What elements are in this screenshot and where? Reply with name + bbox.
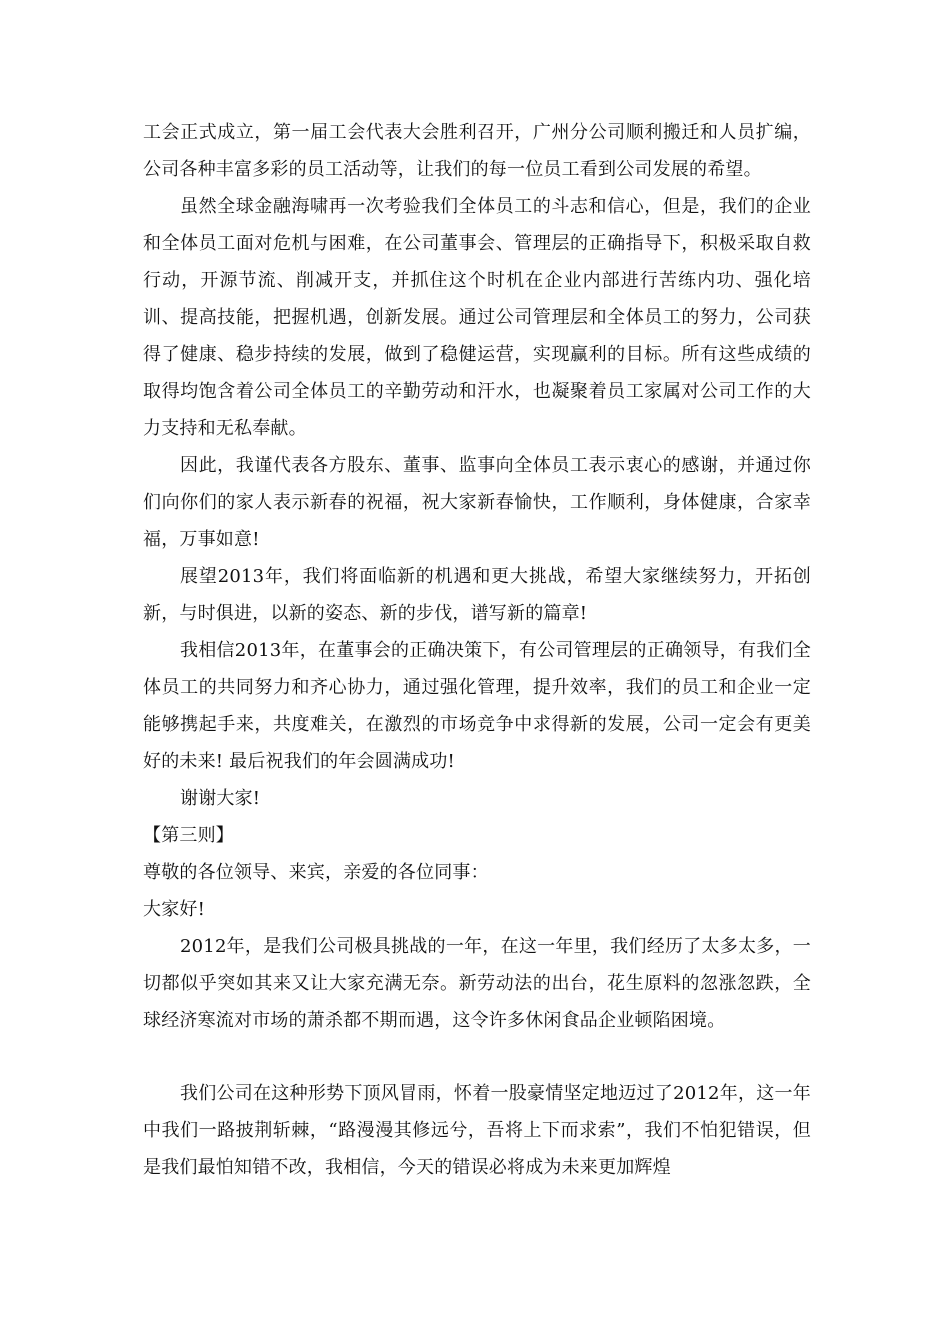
paragraph-braving-storm: 我们公司在这种形势下顶风冒雨，怀着一股豪情坚定地迈过了2012年，这一年中我们一路披荆斩棘，“路漫漫其修远兮，吾将上下而求索”，我们不怕犯错误，但是我们最怕知错不改，我相信，今天的错误必将成为未来更加辉煌	[143, 1083, 811, 1178]
paragraph-spacer	[143, 1039, 811, 1075]
greeting: 大家好!	[143, 899, 206, 920]
paragraph-year-2012: 2012年，是我们公司极具挑战的一年，在这一年里，我们经历了太多太多，一切都似乎突如其来又让大家充满无奈。新劳动法的出台，花生原料的忽涨忽跌，全球经济寒流对市场的萧杀都不期而遇，这令许多休闲食品企业顿陷困境。	[143, 936, 811, 1031]
salutation: 尊敬的各位领导、来宾，亲爱的各位同事：	[143, 862, 489, 883]
paragraph-union-founding: 工会正式成立，第一届工会代表大会胜利召开，广州分公司顺利搬迁和人员扩编，公司各种丰富多彩的员工活动等，让我们的每一位员工看到公司发展的希望。	[143, 122, 811, 180]
paragraph-belief-2013: 我相信2013年，在董事会的正确决策下，有公司管理层的正确领导，有我们全体员工的共同努力和齐心协力，通过强化管理，提升效率，我们的员工和企业一定能够携起手来，共度难关，在激烈的市场竞争中求得新的发展，公司一定会有更美好的未来! 最后祝我们的年会圆满成功!	[143, 640, 811, 772]
paragraph-thank-you: 谢谢大家!	[180, 788, 261, 809]
paragraph-outlook-2013: 展望2013年，我们将面临新的机遇和更大挑战，希望大家继续努力，开拓创新，与时俱进，以新的姿态、新的步伐，谱写新的篇章!	[143, 566, 811, 624]
paragraph-financial-tsunami: 虽然全球金融海啸再一次考验我们全体员工的斗志和信心，但是，我们的企业和全体员工面对危机与困难，在公司董事会、管理层的正确指导下，积极采取自救行动，开源节流、削减开支，并抓住这个时机在企业内部进行苦练内功、强化培训、提高技能，把握机遇，创新发展。通过公司管理层和全体员工的努力，公司获得了健康、稳步持续的发展，做到了稳健运营，实现赢利的目标。所有这些成绩的取得均饱含着公司全体员工的辛勤劳动和汗水，也凝聚着员工家属对公司工作的大力支持和无私奉献。	[143, 196, 811, 439]
paragraph-thanks: 因此，我谨代表各方股东、董事、监事向全体员工表示衷心的感谢，并通过你们向你们的家人表示新春的祝福，祝大家新春愉快，工作顺利，身体健康，合家幸福，万事如意!	[143, 455, 811, 550]
document-body	[143, 114, 811, 1186]
section-heading-third: 【第三则】	[143, 825, 234, 846]
